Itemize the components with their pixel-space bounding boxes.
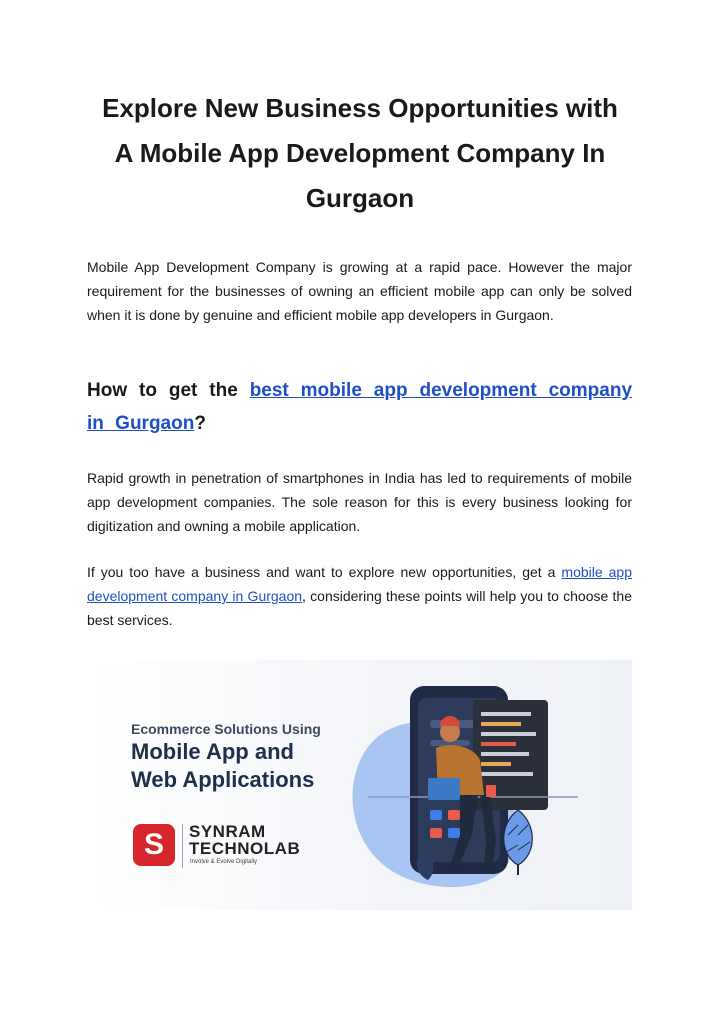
laptop <box>428 778 460 800</box>
app-tile <box>430 828 442 838</box>
code-line <box>481 742 516 746</box>
section-heading <box>87 374 632 440</box>
intro-paragraph: Mobile App Development Company is growing at a rapid pace. However the major requirement for the businesses of owning an efficient mobile app can only be solved when it is done by genuine and efficient mobile app developers in Gurgaon. <box>87 259 632 323</box>
title-line-3: Gurgaon <box>305 183 415 213</box>
code-line <box>481 722 521 726</box>
banner-headline-line-1: Mobile App and <box>131 739 294 764</box>
banner-headline <box>131 738 371 794</box>
code-line <box>481 712 531 716</box>
code-line <box>481 752 529 756</box>
brand-tagline: Involve & Evolve Digitally <box>190 859 258 865</box>
logo-divider <box>182 824 183 868</box>
page-title <box>70 86 650 221</box>
coffee-cup <box>486 785 496 797</box>
code-line <box>481 772 533 776</box>
heading-suffix: ? <box>194 413 206 434</box>
banner-subtitle: Ecommerce Solutions Using <box>131 721 321 737</box>
code-line <box>481 762 511 766</box>
heading-prefix: How to get the <box>87 380 250 401</box>
advice-prefix: If you too have a business and want to explore new opportunities, get a <box>87 564 562 580</box>
heading-link[interactable]: best mobile app development company in Gurgaon <box>87 380 633 434</box>
advice-suffix: , considering these points will help you to choose the best services. <box>87 588 632 628</box>
brand-name <box>189 823 300 857</box>
title-line-1: Explore New Business Opportunities with <box>102 93 618 123</box>
code-line <box>481 732 536 736</box>
app-tile <box>448 828 460 838</box>
advice-paragraph <box>87 560 632 632</box>
title-line-2: A Mobile App Development Company In <box>114 138 606 168</box>
banner-headline-line-2: Web Applications <box>131 767 315 792</box>
app-tile <box>448 810 460 820</box>
app-tile <box>430 810 442 820</box>
synram-logo-icon: S <box>133 824 175 866</box>
brand-name-line-1: SYNRAM <box>189 822 266 841</box>
company-link[interactable]: mobile app development company in Gurgaon <box>87 564 632 604</box>
brand-name-line-2: TECHNOLAB <box>189 839 301 858</box>
growth-paragraph: Rapid growth in penetration of smartphones in India has led to requirements of mobile app development companies. The sole reason for this is every business looking for digitization and owning a mobile application. <box>87 470 632 534</box>
